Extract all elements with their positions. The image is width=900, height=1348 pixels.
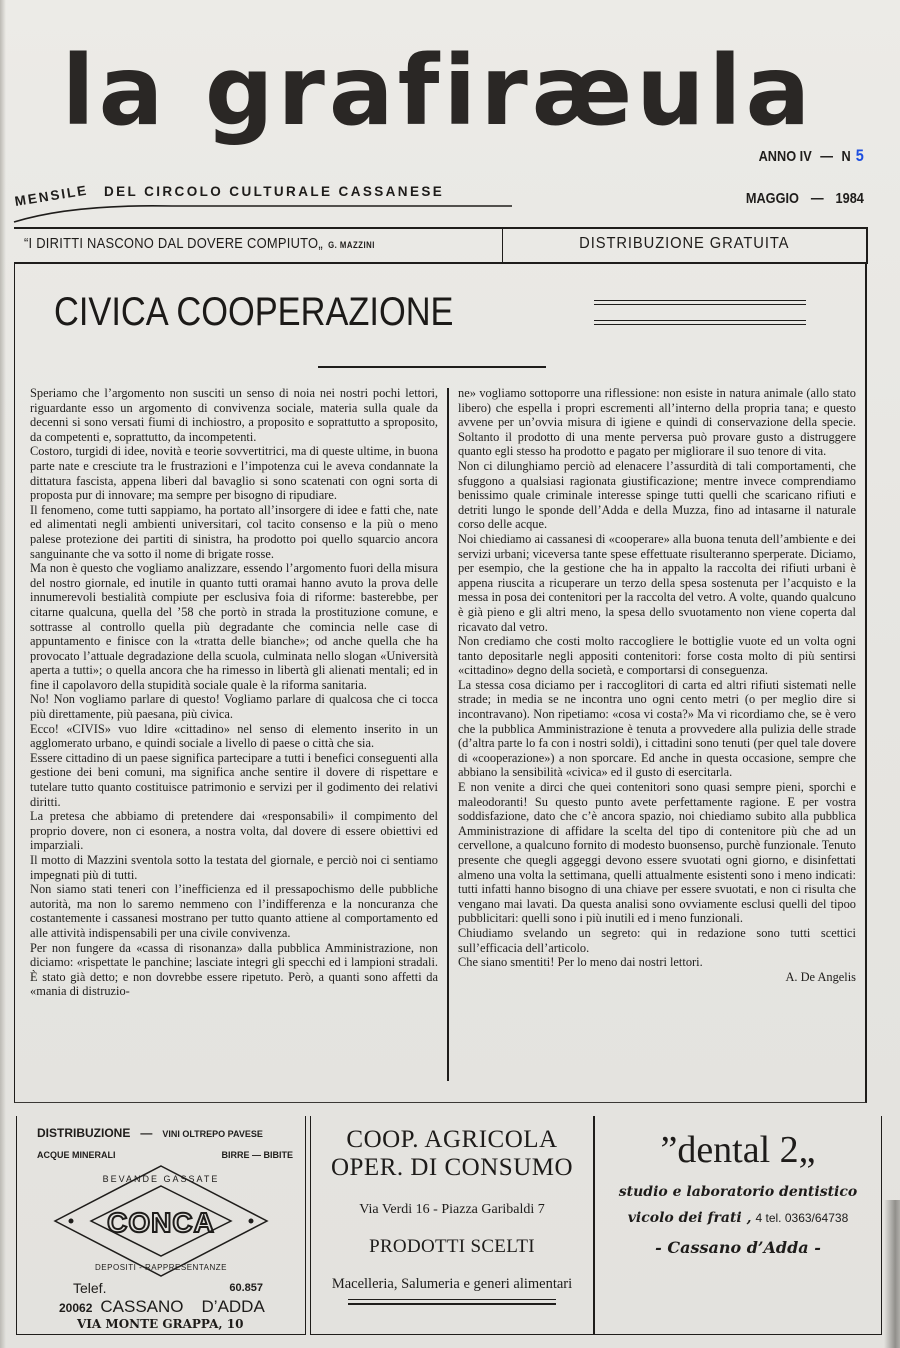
paragraph: No! Non vogliamo parlare di questo! Vogliamo parlare di qualcosa che ci tocca più direttamente, più paesana, più civica. bbox=[30, 692, 438, 722]
conca-logo-top: BEVANDE GASSATE bbox=[102, 1174, 220, 1184]
distribution-note: DISTRIBUZIONE GRATUITA bbox=[578, 235, 790, 252]
conca-city-b: D’ADDA bbox=[201, 1297, 265, 1316]
paragraph: Non ci dilunghiamo perciò ad elenacere l’assurdità di tali comportamenti, che sfuggono a qualsiasi ragionata giustificazione; mentre invece comprendiamo benissimo quale criminale interesse spinge tutti quelli che scaricano rifiuti e detriti lungo le sponde dell’Adda e della Muzza, fino ad intasarne il naturale corso delle acque. bbox=[458, 458, 856, 532]
paragraph: Non crediamo che costi molto raccogliere le bottiglie vuote ed un volta ogni tanto depositarle negli appositi contenitori: forse costa molto di più sentirsi «cittadino» degno della società, e comportarsi di conseguenza. bbox=[458, 634, 856, 678]
headline-rules bbox=[594, 300, 806, 330]
conca-tel-row bbox=[73, 1280, 263, 1298]
issue-date bbox=[746, 190, 864, 207]
advertisements bbox=[14, 1116, 886, 1336]
ad-conca bbox=[16, 1116, 306, 1335]
coop-description: Macelleria, Salumeria e generi alimentari bbox=[331, 1276, 573, 1292]
conca-waters: ACQUE MINERALI bbox=[37, 1150, 116, 1160]
date-dash: — bbox=[810, 190, 824, 207]
dental-city: - Cassano d’Adda - bbox=[655, 1238, 821, 1257]
coop-name-line1: COOP. AGRICOLA bbox=[346, 1126, 558, 1153]
conca-city-a: CASSANO bbox=[100, 1297, 184, 1316]
dental-subtitle: studio e laboratorio dentistico bbox=[618, 1184, 858, 1200]
coop-name-line2: OPER. DI CONSUMO bbox=[330, 1154, 574, 1181]
masthead-title: la grafiræula bbox=[61, 35, 815, 147]
paragraph: La stessa cosa diciamo per i raccoglitori di carta ed altri rifiuti sistemati nelle strade; in media se ne incontra uno ogni cento metri (o per meglio dire si incontravano). Non ripetiamo: «cosa vi costa?» Ma vi ricordiamo che, se è vero che la pubblica Amministrazione è tenuta a provvedere alla pulizia delle strade (d’altra parte lo fa con i nostri soldi), i cittadini sono tenuti (per quel tale dovere di «cooperazione») a non sporcare. Ed anche in questa occasione, sempre che abbiano la sensibilità «civica» ed il gusto di esercitarla. bbox=[458, 677, 856, 780]
issue-info bbox=[759, 146, 864, 166]
masthead-subtitle bbox=[12, 180, 522, 224]
issue-dash: — bbox=[820, 148, 834, 165]
coop-products: PRODOTTI SCELTI bbox=[369, 1236, 535, 1257]
issue-number: 5 bbox=[855, 146, 864, 165]
conca-logo-bottom: DEPOSITI - RAPPRESENTANZE bbox=[95, 1263, 227, 1272]
ad-dental-2 bbox=[594, 1116, 882, 1335]
subtitle-rest: DEL CIRCOLO CULTURALE CASSANESE bbox=[104, 184, 445, 199]
column-divider bbox=[447, 388, 449, 1081]
paragraph: Per non fungere da «cassa di risonanza» dalla pubblica Amministrazione, non diciamo: «rispettate le panchine; lasciate integri gli specchi ed i lampioni stradali. È stato già detto; e non dovrebbe essere ripetuto. Però, a quanti sono affetti da «mania di distruzio- bbox=[30, 940, 438, 999]
motto-quote-cell bbox=[14, 229, 503, 262]
paragraph: Essere cittadino di un paese significa partecipare a tutti i benefici conseguenti alla gestione dei beni comuni, ma significa anche sentire il dovere di rispettare e tutelare tutto quanto costituisce patrimonio e servizi per il godimento dei relativi diritti. bbox=[30, 750, 438, 809]
issue-year-label: ANNO IV bbox=[758, 148, 812, 165]
issue-year: 1984 bbox=[835, 190, 864, 207]
motto-quote: “I DIRITTI NASCONO DAL DOVERE COMPIUTO„ bbox=[24, 235, 323, 252]
conca-header-row bbox=[37, 1126, 263, 1140]
coop-rule bbox=[348, 1299, 556, 1300]
paragraph: Che siano smentiti! Per lo meno dai nostri lettori. bbox=[458, 955, 703, 970]
paragraph: Speriamo che l’argomento non susciti un senso di noia nei nostri pochi lettori, riguardante esso un argomento di convivenza sociale, materia sulla quale da decenni si sono versati fiumi di inchiostro, a proposito e soprattutto a sproposito, da competenti e, soprattutto, da incompetenti. bbox=[30, 386, 438, 444]
conca-dash: — bbox=[140, 1126, 153, 1140]
conca-tel-number: 60.857 bbox=[229, 1282, 263, 1294]
headline-underline bbox=[318, 366, 546, 368]
paragraph: Il fenomeno, come tutti sappiamo, ha portato all’insorgere di idee e fatti che, nate ed alimentati negli ambienti universitari, col tacito consenso e la più o meno palese protezione dei partiti di sinistra, ha prodotto poi quello squarcio ancora sanguinante che va sotto il nome di brigate rosse. bbox=[30, 502, 438, 561]
dental-address bbox=[595, 1210, 881, 1226]
issue-number-prefix: N bbox=[841, 148, 851, 165]
subtitle-first-word: MENSILE bbox=[13, 182, 90, 209]
conca-tel-label: Telef. bbox=[73, 1280, 107, 1296]
conca-second-row bbox=[37, 1150, 293, 1160]
paragraph: Ecco! «CIVIS» vuo ldire «cittadino» nel senso di elemento inserito in un agglomerato urbano, e quindi sociale a livello di paese o città che sia. bbox=[30, 721, 438, 751]
motto-author: G. MAZZINI bbox=[328, 240, 375, 250]
page-fold-shadow bbox=[884, 1200, 900, 1348]
paragraph: Costoro, turgidi di idee, novità e teorie sovvertitrici, ma di queste ultime, in buona parte nate e cresciute tra le frustrazioni e l’impotenza cui le aveva condannate la dittatura fascista, appena liberi dal bavaglio si sono scatenati con ogni sorta di proposta pur di innovare; ma sempre per bisogno di ripudiare. bbox=[30, 444, 438, 503]
article-column-right bbox=[458, 386, 856, 984]
issue-month: MAGGIO bbox=[745, 190, 800, 207]
paragraph: Il motto di Mazzini sventola sotto la testata del giornale, e perciò noi ci sentiamo impegnati più di tutti. bbox=[30, 853, 438, 882]
conca-city bbox=[59, 1297, 265, 1317]
ad-coop-agricola bbox=[310, 1116, 594, 1335]
conca-zip: 20062 bbox=[59, 1301, 93, 1315]
paragraph: ne» vogliamo sottoporre una riflessione: non esiste in natura animale (allo stato libero) che espella i propri escrementi all’interno della propria tana; e questo avvene per un’ovvia misura di igiene e quindi di conservazione della specie. Soltanto il prodotto di una mente perversa può provare gusto a distruggere quanto egli stesso ha prodotto e pagato per migliorare il suo tenore di vita. bbox=[458, 386, 856, 459]
article-author: A. De Angelis bbox=[785, 969, 856, 984]
article-column-left bbox=[30, 386, 438, 999]
dental-tel: 4 tel. 0363/64738 bbox=[755, 1211, 849, 1225]
dental-name: ”dental 2„ bbox=[660, 1129, 816, 1171]
paragraph: Non siamo stati teneri con l’inefficienza ed il pressapochismo delle pubbliche autorità, ma non lo saremo nemmeno con l’indifferenza e la noncuranza che costantemente i cassanesi mostrano per tutto quanto attiene al comportamento ed alle attività indispensabili per una civile convivenza. bbox=[30, 882, 438, 940]
coop-rule bbox=[348, 1303, 556, 1305]
conca-beers: BIRRE — BIBITE bbox=[221, 1150, 293, 1160]
page-edge-shadow bbox=[0, 0, 6, 1348]
coop-address: Via Verdi 16 - Piazza Garibaldi 7 bbox=[359, 1202, 545, 1217]
conca-distribution: DISTRIBUZIONE bbox=[37, 1126, 131, 1140]
conca-address: VIA MONTE GRAPPA, 10 bbox=[77, 1317, 244, 1331]
article-headline: CIVICA COOPERAZIONE bbox=[54, 290, 454, 334]
distribution-cell bbox=[504, 229, 864, 262]
conca-wines: VINI OLTREPO PAVESE bbox=[162, 1129, 263, 1139]
paragraph: La pretesa che abbiamo di pretendere dai «responsabili» il compimento del proprio dovere, non ci esonera, a nostra volta, dal dovere di essere obiettivi ed imparziali. bbox=[30, 809, 438, 853]
motto-strip bbox=[14, 227, 868, 264]
paragraph: Chiudiamo svelando un segreto: qui in redazione sono tutti scettici sull’efficacia dell’articolo. bbox=[458, 925, 856, 955]
conca-logo bbox=[51, 1164, 271, 1278]
paragraph: Ma non è questo che vogliamo analizzare, essendo l’argomento fuori della misura del nostro giornale, ed inutile in quanto tutti oramai hanno avuto la prova delle innumerevoli bestialità compiute per esclusiva foia di riforme: basterebbe, per citarne qualcuna, quella del ’58 che portò in strada la prostituzione comune, e sottrasse al controllo quella più degradante che comincia nelle case di appuntamento e finisce con la «tratta delle bianche»; od anche quella che ha provocato l’attuale degradazione della scuola, culminata nello slogan «Università aperta a tutti»; o quella ancora che ha rimesso in libertà gli alienati mentali; ed in fine il capolavoro della stupidità sociale quale è la riforma sanitaria. bbox=[30, 561, 438, 692]
dental-street: vicolo dei frati , bbox=[627, 1210, 752, 1226]
paragraph: Noi chiediamo ai cassanesi di «cooperare» alla buona tenuta dell’ambiente e dei servizi urbani; viceversa tante spese effettuate risulteranno sperperate. Diciamo, per esempio, che la gestione che ha in appalto la raccolta dei rifiuti urbani è appena riuscita a ricuperare un terzo della spesa sostenuta per l’acquisto e la messa in posa dei contenitori per la raccolta del vetro. A volte, quando qualcuno è già pieno e gli altri meno, la spesa dello svuotamento non viene coperta dal ricavato dal vetro. bbox=[458, 531, 856, 634]
conca-logo-brand: CONCA bbox=[107, 1207, 215, 1238]
paragraph: E non venite a dirci che quei contenitori sono quasi sempre pieni, sporchi e maleodoranti! Su questo punto avete perfettamente ragione. E per vostra soddisfazione, dato che c’è ancora spazio, noi chiediamo subito alla pubblica Amministrazione di affidare la scelta del tipo di contenitore più che ad un cervellone, a qualcuno fornito di modesto buonsenso, purchè funzionale. Tenuto presente che quegli aggeggi devono essere svuotati ogni giorno, e disinfettati almeno una volta la settimana, quelli attualmente esistenti sono i meno indicati: tutti infatti hanno bisogno di una chiave per essere svuotati, e non ci risulta che vengano mai lavati. Da questa analisi sono ovviamente esclusi quelli del tipoo pubblicitari: quelli sono i più inutili ed i meno funzionali. bbox=[458, 780, 856, 926]
